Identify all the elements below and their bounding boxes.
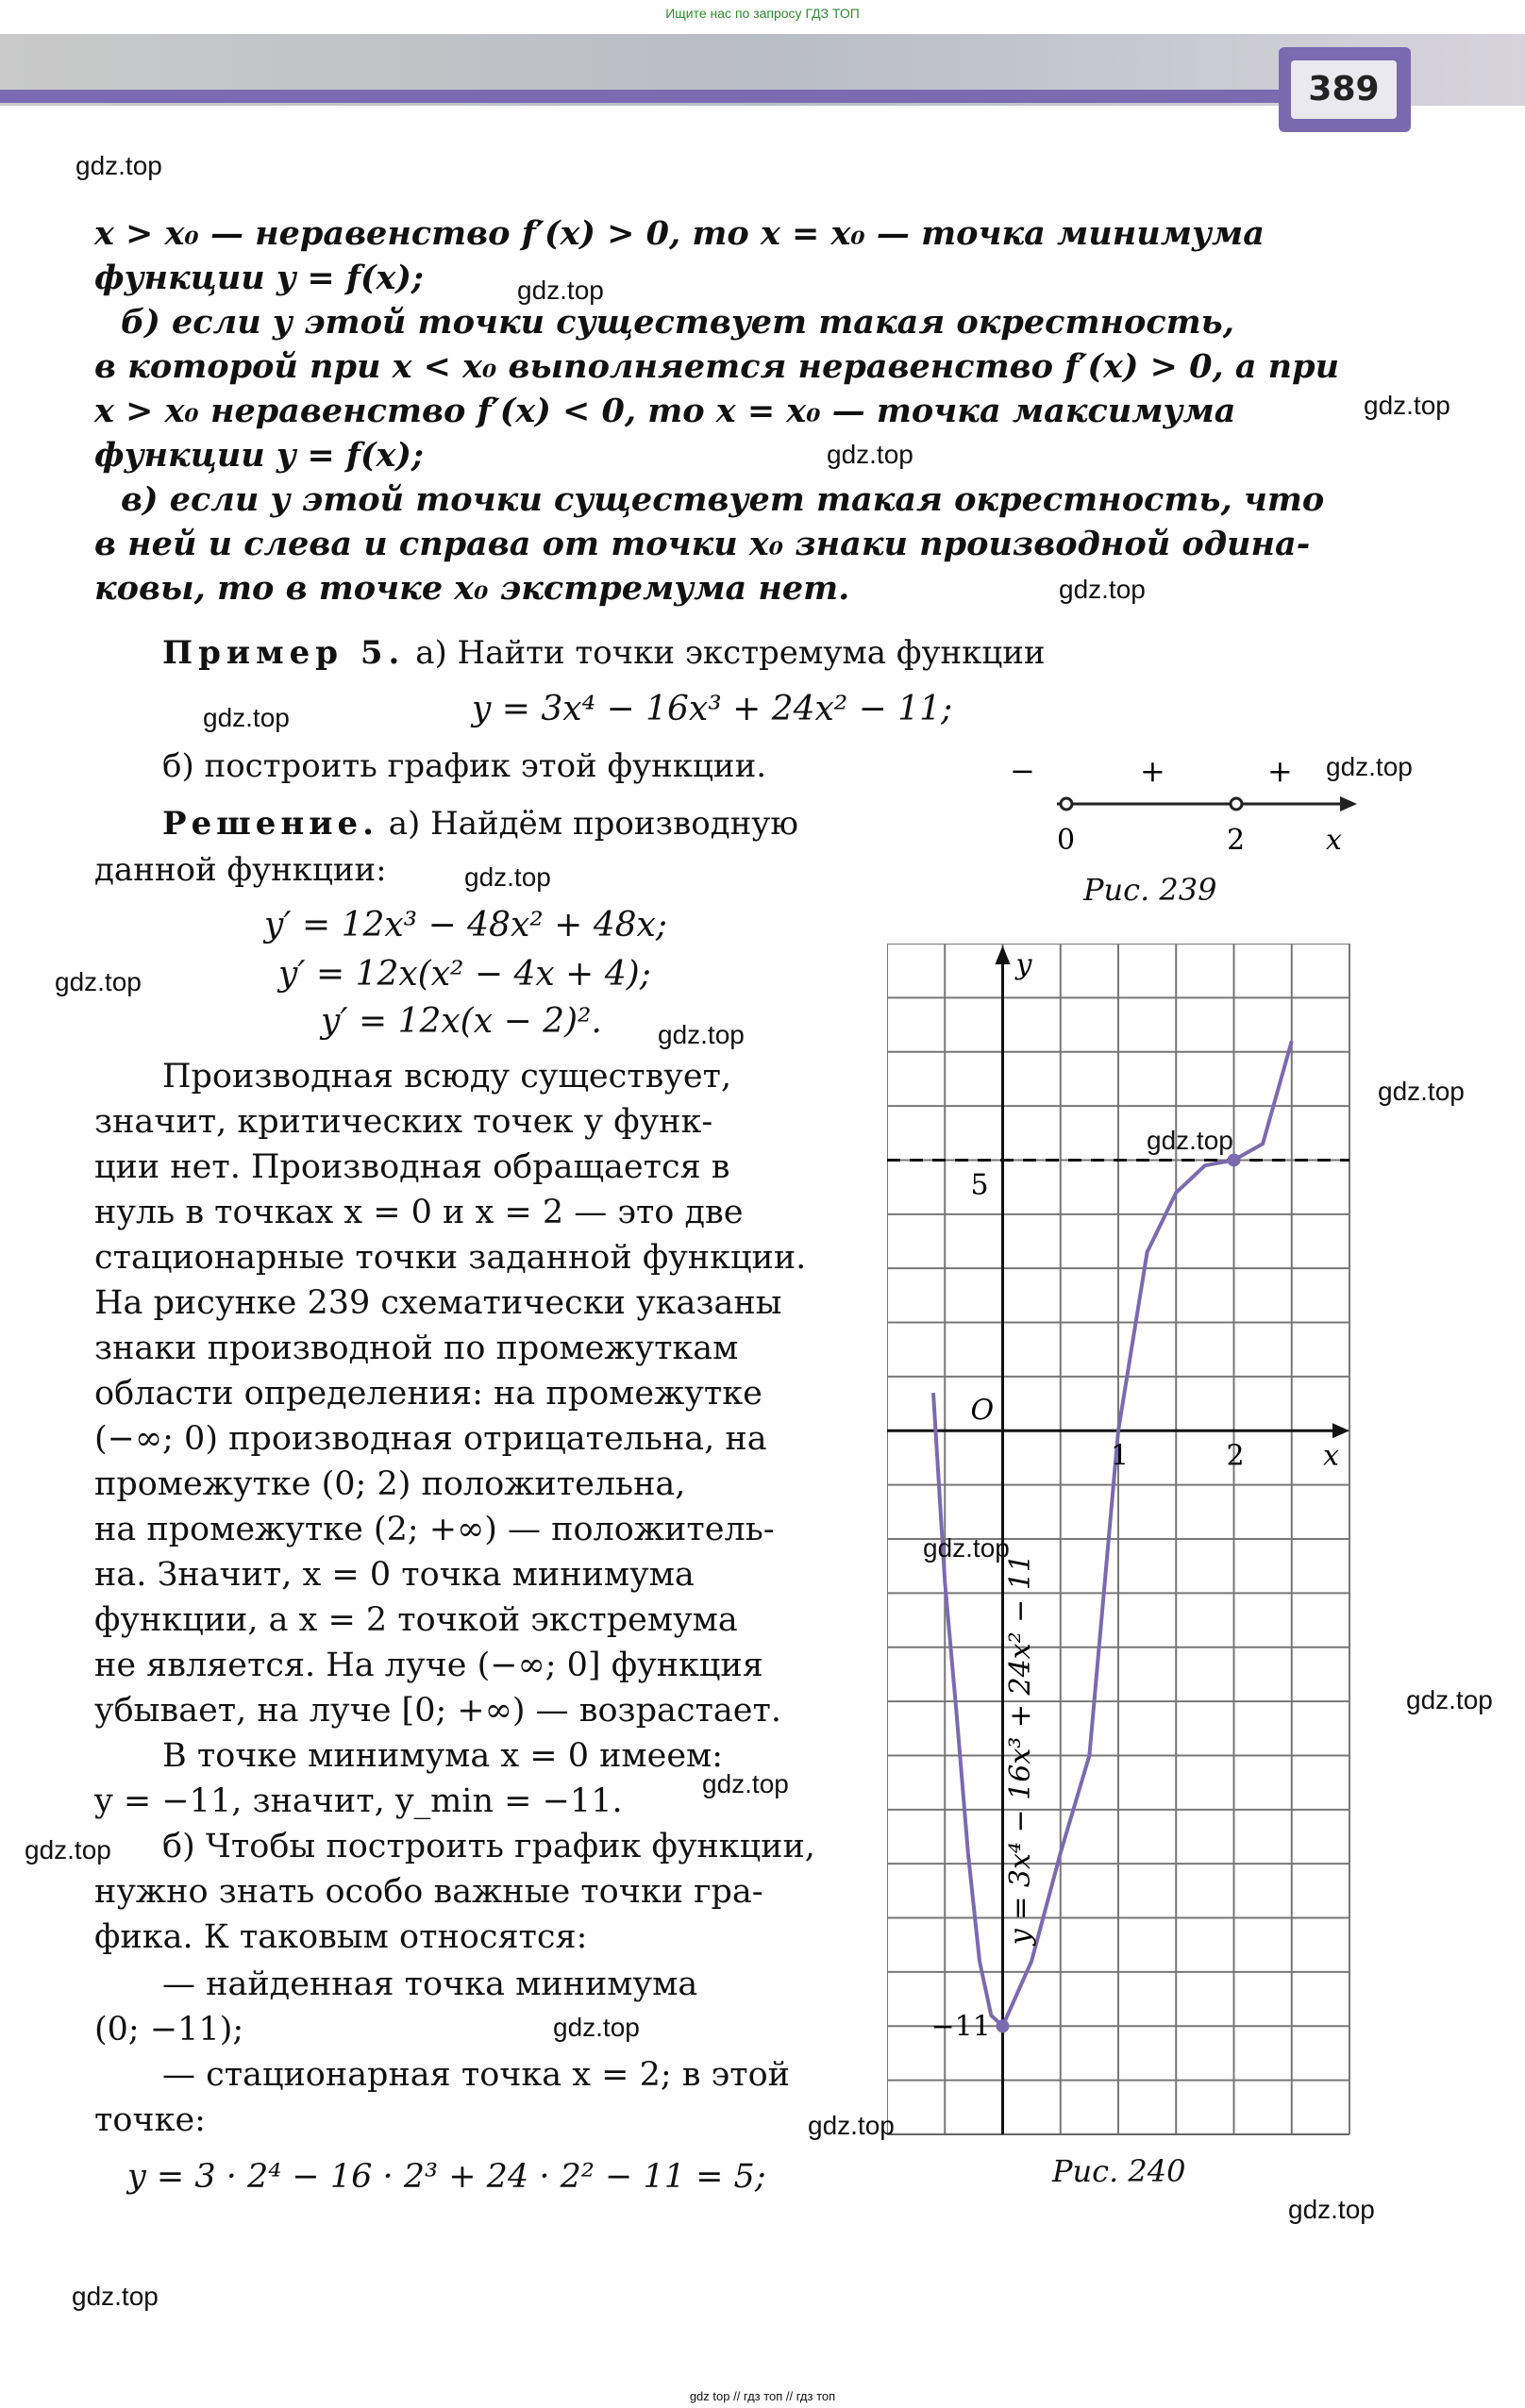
- derivative-line-2: y′ = 12x(x² − 4x + 4);: [278, 955, 651, 994]
- x-axis-label: x: [1323, 1439, 1339, 1473]
- body-line-11: на промежутке (2; +∞) — положитель-: [94, 1511, 775, 1548]
- body-line-10: промежутке (0; 2) положительна,: [94, 1465, 686, 1503]
- rule-line-9: ковы, то в точке x₀ экстремума нет.: [94, 569, 850, 608]
- minimum-point: [997, 2019, 1010, 2032]
- tick-label-minus-11: −11: [930, 2010, 991, 2044]
- sign-axis-arrow: [1340, 796, 1357, 811]
- watermark: gdz.top: [702, 1769, 789, 1798]
- y-axis-label: y: [1015, 948, 1032, 981]
- sign-plus-2: +: [1267, 755, 1293, 789]
- body-line-1: Производная всюду существует,: [162, 1058, 732, 1095]
- body-line-22: (0; −11);: [94, 2011, 244, 2048]
- sign-minus: −: [1010, 755, 1035, 789]
- body-line-13: функции, а x = 2 точкой экстремума: [94, 1601, 738, 1639]
- body-line-8: области определения: на промежутке: [94, 1375, 762, 1413]
- body-line-20: фика. К таковым относятся:: [94, 1918, 588, 1956]
- sign-point-2: [1231, 798, 1242, 810]
- watermark: gdz.top: [923, 1533, 1010, 1563]
- watermark: gdz.top: [1406, 1685, 1493, 1714]
- solution-heading: [162, 805, 798, 843]
- body-line-12: на. Значит, x = 0 точка минимума: [94, 1556, 695, 1594]
- rule-line-4: в которой при x < x₀ выполняется неравенство f′(x) > 0, а при: [94, 347, 1340, 386]
- rule-line-6: функции y = f(x);: [94, 436, 424, 475]
- top-note: Ищите нас по запросу ГДЗ ТОП: [665, 6, 860, 21]
- banner-stripe: [0, 90, 1283, 103]
- solution-intro-1: а) Найдём производную: [388, 805, 798, 843]
- sign-plus-1: +: [1140, 755, 1165, 789]
- body-line-2: значит, критических точек у функ-: [94, 1103, 713, 1141]
- body-line-9: (−∞; 0) производная отрицательна, на: [94, 1420, 767, 1458]
- body-line-14: не является. На луче (−∞; 0] функция: [94, 1647, 763, 1684]
- solution-label: Решение.: [162, 805, 378, 843]
- body-line-25: y = 3 · 2⁴ − 16 · 2³ + 24 · 2² − 11 = 5;: [127, 2158, 766, 2196]
- body-line-15: убывает, на луче [0; +∞) — возрастает.: [94, 1692, 781, 1730]
- watermark: gdz.top: [1326, 752, 1413, 781]
- solution-intro-2: данной функции:: [94, 851, 387, 889]
- watermark: gdz.top: [658, 1020, 745, 1049]
- body-line-6: На рисунке 239 схематически указаны: [94, 1284, 782, 1322]
- example-label: Пример 5.: [162, 634, 406, 672]
- tick-label-5: 5: [970, 1168, 989, 1202]
- watermark: gdz.top: [517, 276, 604, 305]
- rule-line-2: функции y = f(x);: [94, 259, 424, 297]
- watermark: gdz.top: [1364, 391, 1450, 420]
- body-line-24: точке:: [94, 2101, 206, 2139]
- watermark: gdz.top: [72, 2282, 159, 2311]
- bottom-note: gdz top // гдз топ // гдз топ: [689, 2389, 836, 2403]
- body-line-7: знаки производной по промежуткам: [94, 1329, 739, 1367]
- body-line-4: нуль в точках x = 0 и x = 2 — это две: [94, 1194, 744, 1231]
- sign-label-0: 0: [1057, 824, 1076, 857]
- body-line-19: нужно знать особо важные точки гра-: [94, 1873, 763, 1911]
- curve-label: y = 3x⁴ − 16x³ + 24x² − 11: [1003, 1553, 1037, 1946]
- body-line-3: ции нет. Производная обращается в: [94, 1148, 730, 1186]
- watermark: gdz.top: [827, 440, 913, 469]
- watermark: gdz.top: [553, 2013, 640, 2042]
- watermark: gdz.top: [1147, 1126, 1233, 1155]
- example-part-a: а) Найти точки экстремума функции: [415, 634, 1046, 672]
- x-axis-arrow: [1332, 1423, 1349, 1438]
- body-line-16: В точке минимума x = 0 имеем:: [162, 1737, 724, 1775]
- sign-axis-label: x: [1326, 824, 1342, 857]
- rule-line-7: в) если у этой точки существует такая окрестность, что: [121, 480, 1325, 519]
- rule-line-5: x > x₀ неравенство f′(x) < 0, то x = x₀ — точка максимума: [94, 392, 1236, 430]
- watermark: gdz.top: [1288, 2195, 1375, 2224]
- watermark: gdz.top: [25, 1835, 111, 1865]
- derivative-line-3: y′ = 12x(x − 2)².: [321, 1002, 602, 1041]
- body-line-18: б) Чтобы построить график функции,: [162, 1828, 815, 1865]
- sign-label-2: 2: [1227, 824, 1246, 857]
- origin-label: O: [970, 1394, 995, 1428]
- sign-point-0: [1061, 798, 1072, 810]
- watermark: gdz.top: [808, 2111, 895, 2140]
- figure-239-caption: Рис. 239: [1083, 872, 1217, 908]
- y-axis-arrow: [996, 945, 1011, 964]
- watermark: gdz.top: [464, 862, 551, 892]
- watermark: gdz.top: [203, 703, 290, 732]
- body-line-5: стационарные точки заданной функции.: [94, 1239, 807, 1277]
- tick-label-2: 2: [1226, 1439, 1245, 1473]
- rule-line-3: б) если у этой точки существует такая окрестность,: [121, 303, 1234, 342]
- watermark: gdz.top: [1059, 575, 1146, 604]
- page-number: 389: [1291, 60, 1397, 119]
- tick-label-1: 1: [1111, 1439, 1130, 1473]
- rule-line-8: в ней и слева и справа от точки x₀ знаки производной одина-: [94, 525, 1311, 563]
- example-function: y = 3x⁴ − 16x³ + 24x² − 11;: [472, 690, 953, 728]
- body-line-17: y = −11, значит, y_min = −11.: [94, 1782, 623, 1820]
- watermark: gdz.top: [55, 967, 142, 996]
- example-heading: [162, 634, 1046, 672]
- body-line-23: — стационарная точка x = 2; в этой: [162, 2056, 790, 2094]
- watermark: gdz.top: [75, 151, 162, 180]
- body-line-21: — найденная точка минимума: [162, 1965, 698, 2003]
- derivative-line-1: y′ = 12x³ − 48x² + 48x;: [264, 906, 667, 945]
- example-part-b: б) построить график этой функции.: [162, 747, 767, 785]
- watermark: gdz.top: [1378, 1077, 1465, 1106]
- rule-line-1: x > x₀ — неравенство f′(x) > 0, то x = x₀ — точка минимума: [94, 214, 1265, 253]
- figure-240-caption: Рис. 240: [1052, 2153, 1186, 2189]
